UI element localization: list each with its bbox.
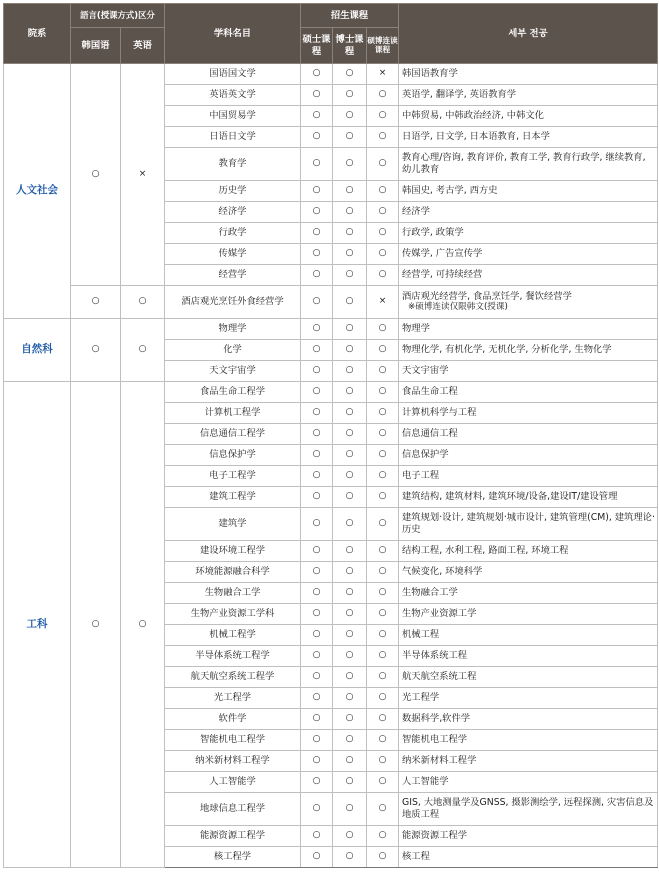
doctor-mark: ○ [333,826,367,847]
subject-name: 物理学 [165,319,301,340]
majors-text: 数据科学,软件学 [402,713,471,725]
doctor-mark: ○ [333,445,367,466]
majors-text: 中韩贸易, 中韩政治经济, 中韩文化 [402,110,544,122]
majors-text: 行政学, 政策学 [402,227,464,239]
majors-cell [399,265,658,286]
master-mark: ○ [301,793,333,826]
doctor-mark: ○ [333,709,367,730]
integrated-mark: ○ [367,244,399,265]
language-header: 語言(授课方式)区分 [71,4,165,28]
integrated-mark: ○ [367,826,399,847]
doctor-mark: ○ [333,244,367,265]
dept-cell: 自然科 [4,319,71,382]
majors-text: 能源资源工程学 [402,830,468,842]
majors-text: 教育心理/咨询, 教育评价, 教育工学, 教育行政学, 继续教育, 幼儿教育 [402,152,646,175]
majors-text: 航天航空系统工程 [402,671,477,683]
integrated-mark: ○ [367,424,399,445]
majors-cell [399,403,658,424]
master-mark: ○ [301,403,333,424]
integrated-mark: ○ [367,625,399,646]
integrated-mark: × [367,64,399,85]
majors-cell [399,709,658,730]
majors-text: 纳米新材料工程学 [402,755,477,767]
integrated-header: 硕博连读课程 [367,28,399,64]
integrated-mark: ○ [367,730,399,751]
doctor-mark: ○ [333,127,367,148]
doctor-mark: ○ [333,85,367,106]
integrated-mark: × [367,286,399,319]
subject-name: 传媒学 [165,244,301,265]
integrated-mark: ○ [367,445,399,466]
korean-header: 韩国语 [71,28,121,64]
majors-cell [399,562,658,583]
doctor-mark: ○ [333,223,367,244]
majors-cell [399,604,658,625]
integrated-mark: ○ [367,508,399,541]
majors-cell [399,583,658,604]
master-mark: ○ [301,688,333,709]
majors-cell [399,445,658,466]
doctor-mark: ○ [333,487,367,508]
majors-note: ※硕博连读仅限韩文(授课) [408,302,508,313]
majors-cell [399,340,658,361]
subject-name: 环境能源融合科学 [165,562,301,583]
subject-name: 核工程学 [165,847,301,868]
subject-name: 行政学 [165,223,301,244]
subject-name: 食品生命工程学 [165,382,301,403]
table-row [4,382,658,403]
majors-text: 气候变化, 环境科学 [402,566,483,578]
subject-name: 历史学 [165,181,301,202]
english-mark: ○ [121,319,165,382]
master-mark: ○ [301,562,333,583]
majors-text: 食品生命工程 [402,386,458,398]
doctor-mark: ○ [333,667,367,688]
majors-cell [399,64,658,85]
integrated-mark: ○ [367,583,399,604]
majors-cell [399,847,658,868]
majors-cell [399,826,658,847]
subject-name: 化学 [165,340,301,361]
doctor-mark: ○ [333,319,367,340]
subject-name: 英语英文学 [165,85,301,106]
doctor-mark: ○ [333,730,367,751]
doctor-mark: ○ [333,382,367,403]
master-mark: ○ [301,751,333,772]
integrated-mark: ○ [367,361,399,382]
majors-cell [399,286,658,319]
integrated-mark: ○ [367,265,399,286]
doctor-mark: ○ [333,646,367,667]
integrated-mark: ○ [367,772,399,793]
dept-cell: 人文社会 [4,64,71,319]
doctor-mark: ○ [333,541,367,562]
integrated-mark: ○ [367,181,399,202]
integrated-mark: ○ [367,487,399,508]
integrated-mark: ○ [367,793,399,826]
master-mark: ○ [301,424,333,445]
master-mark: ○ [301,604,333,625]
subject-name: 中国贸易学 [165,106,301,127]
integrated-mark: ○ [367,382,399,403]
master-mark: ○ [301,772,333,793]
integrated-mark: ○ [367,847,399,868]
majors-header: 세부 전공 [399,4,658,64]
master-mark: ○ [301,382,333,403]
majors-text: 计算机科学与工程 [402,407,477,419]
majors-text: 建筑结构, 建筑材料, 建筑环境/设备,建设IT/建设管理 [402,491,618,503]
doctor-mark: ○ [333,466,367,487]
subject-name: 建设环境工程学 [165,541,301,562]
majors-cell [399,541,658,562]
subject-name: 航天航空系统工程学 [165,667,301,688]
dept-cell: 工科 [4,382,71,868]
doctor-mark: ○ [333,583,367,604]
master-mark: ○ [301,826,333,847]
subject-name: 生物产业资源工学科 [165,604,301,625]
doctor-mark: ○ [333,604,367,625]
subject-name: 生物融合工学 [165,583,301,604]
integrated-mark: ○ [367,403,399,424]
majors-cell [399,85,658,106]
majors-cell [399,466,658,487]
majors-text: 韩国语教育学 [402,68,458,80]
doctor-mark: ○ [333,625,367,646]
subject-header: 学科名目 [165,4,301,64]
majors-cell [399,646,658,667]
master-mark: ○ [301,466,333,487]
doctor-mark: ○ [333,688,367,709]
subject-name: 建筑学 [165,508,301,541]
doctor-mark: ○ [333,106,367,127]
majors-cell [399,319,658,340]
master-mark: ○ [301,181,333,202]
subject-name: 计算机工程学 [165,403,301,424]
majors-text: 英语学, 翻译学, 英语教育学 [402,89,517,101]
doctor-header: 博士课程 [333,28,367,64]
master-mark: ○ [301,286,333,319]
doctor-mark: ○ [333,793,367,826]
subject-name: 经营学 [165,265,301,286]
subject-name: 日语日文学 [165,127,301,148]
majors-text: 信息通信工程 [402,428,458,440]
subject-name: 能源资源工程学 [165,826,301,847]
master-mark: ○ [301,508,333,541]
majors-text: 生物产业资源工学 [402,608,477,620]
master-mark: ○ [301,319,333,340]
majors-text: 结构工程, 水利工程, 路面工程, 环境工程 [402,545,569,557]
doctor-mark: ○ [333,265,367,286]
subject-name: 建筑工程学 [165,487,301,508]
majors-text: 信息保护学 [402,449,449,461]
majors-cell [399,202,658,223]
subject-name: 光工程学 [165,688,301,709]
table-header [4,4,658,64]
master-mark: ○ [301,64,333,85]
subject-name: 智能机电工程学 [165,730,301,751]
master-mark: ○ [301,148,333,181]
subject-name: 天文宇宙学 [165,361,301,382]
master-mark: ○ [301,340,333,361]
majors-text: 建筑规划·设计, 建筑规划·城市设计, 建筑管理(CM), 建筑理论·历史 [402,512,655,535]
integrated-mark: ○ [367,319,399,340]
majors-cell [399,667,658,688]
integrated-mark: ○ [367,340,399,361]
korean-mark: ○ [71,64,121,286]
integrated-mark: ○ [367,127,399,148]
majors-text: 生物融合工学 [402,587,458,599]
master-mark: ○ [301,127,333,148]
majors-text: 核工程 [402,851,430,863]
doctor-mark: ○ [333,424,367,445]
master-mark: ○ [301,265,333,286]
korean-mark: ○ [71,319,121,382]
admission-header: 招生课程 [301,4,399,28]
majors-cell [399,625,658,646]
doctor-mark: ○ [333,508,367,541]
majors-text: 电子工程 [402,470,440,482]
subject-name: 软件学 [165,709,301,730]
master-mark: ○ [301,709,333,730]
integrated-mark: ○ [367,604,399,625]
majors-text: 经营学, 可持续经营 [402,269,483,281]
majors-text: 传媒学, 广告宣传学 [402,248,483,260]
master-mark: ○ [301,730,333,751]
majors-text: 光工程学 [402,692,440,704]
subject-name: 纳米新材料工程学 [165,751,301,772]
subject-name: 信息通信工程学 [165,424,301,445]
master-mark: ○ [301,106,333,127]
integrated-mark: ○ [367,466,399,487]
korean-mark: ○ [71,286,121,319]
doctor-mark: ○ [333,751,367,772]
doctor-mark: ○ [333,847,367,868]
master-mark: ○ [301,85,333,106]
english-header: 英语 [121,28,165,64]
majors-cell [399,148,658,181]
doctor-mark: ○ [333,286,367,319]
majors-text: 日语学, 日文学, 日本语教育, 日本学 [402,131,550,143]
majors-cell [399,127,658,148]
doctor-mark: ○ [333,202,367,223]
doctor-mark: ○ [333,562,367,583]
integrated-mark: ○ [367,106,399,127]
master-mark: ○ [301,244,333,265]
master-mark: ○ [301,667,333,688]
doctor-mark: ○ [333,772,367,793]
integrated-mark: ○ [367,541,399,562]
majors-cell [399,181,658,202]
integrated-mark: ○ [367,148,399,181]
doctor-mark: ○ [333,403,367,424]
majors-cell [399,793,658,826]
integrated-mark: ○ [367,667,399,688]
majors-text: 人工智能学 [402,776,449,788]
english-mark: × [121,64,165,286]
master-header: 硕士课程 [301,28,333,64]
doctor-mark: ○ [333,64,367,85]
subject-name: 酒店观光烹饪外食经营学 [165,286,301,319]
majors-cell [399,487,658,508]
majors-cell [399,424,658,445]
integrated-mark: ○ [367,709,399,730]
dept-header: 院系 [4,4,71,64]
subject-name: 半导体系统工程学 [165,646,301,667]
majors-text: 经济学 [402,206,430,218]
majors-text: 物理化学, 有机化学, 无机化学, 分析化学, 生物化学 [402,344,612,356]
master-mark: ○ [301,361,333,382]
master-mark: ○ [301,625,333,646]
master-mark: ○ [301,646,333,667]
majors-cell [399,106,658,127]
table-row [4,64,658,85]
integrated-mark: ○ [367,223,399,244]
doctor-mark: ○ [333,361,367,382]
table-row [4,286,658,319]
english-mark: ○ [121,286,165,319]
integrated-mark: ○ [367,562,399,583]
majors-text: 半导体系统工程 [402,650,468,662]
master-mark: ○ [301,583,333,604]
doctor-mark: ○ [333,340,367,361]
master-mark: ○ [301,541,333,562]
integrated-mark: ○ [367,646,399,667]
majors-cell [399,508,658,541]
master-mark: ○ [301,487,333,508]
doctor-mark: ○ [333,148,367,181]
master-mark: ○ [301,445,333,466]
majors-text: 天文宇宙学 [402,365,449,377]
program-table [3,3,658,868]
subject-name: 地球信息工程学 [165,793,301,826]
integrated-mark: ○ [367,85,399,106]
subject-name: 电子工程学 [165,466,301,487]
integrated-mark: ○ [367,751,399,772]
subject-name: 机械工程学 [165,625,301,646]
majors-text: 物理学 [402,323,430,335]
table-row [4,319,658,340]
subject-name: 信息保护学 [165,445,301,466]
majors-cell [399,244,658,265]
majors-cell [399,688,658,709]
majors-text: GIS, 大地测量学及GNSS, 摄影测绘学, 远程探测, 灾害信息及地质工程 [402,797,654,820]
majors-cell [399,382,658,403]
subject-name: 人工智能学 [165,772,301,793]
subject-name: 国语国文学 [165,64,301,85]
master-mark: ○ [301,223,333,244]
doctor-mark: ○ [333,181,367,202]
majors-cell [399,223,658,244]
majors-text: 酒店观光经营学, 食品烹饪学, 餐饮经营学 [402,290,572,302]
korean-mark: ○ [71,382,121,868]
majors-text: 智能机电工程学 [402,734,468,746]
majors-cell [399,361,658,382]
english-mark: ○ [121,382,165,868]
majors-text: 韩国史, 考古学, 西方史 [402,185,498,197]
master-mark: ○ [301,847,333,868]
majors-cell [399,730,658,751]
majors-text: 机械工程 [402,629,440,641]
master-mark: ○ [301,202,333,223]
majors-cell [399,751,658,772]
integrated-mark: ○ [367,202,399,223]
majors-cell [399,772,658,793]
subject-name: 教育学 [165,148,301,181]
integrated-mark: ○ [367,688,399,709]
subject-name: 经济学 [165,202,301,223]
table-body [4,64,658,868]
